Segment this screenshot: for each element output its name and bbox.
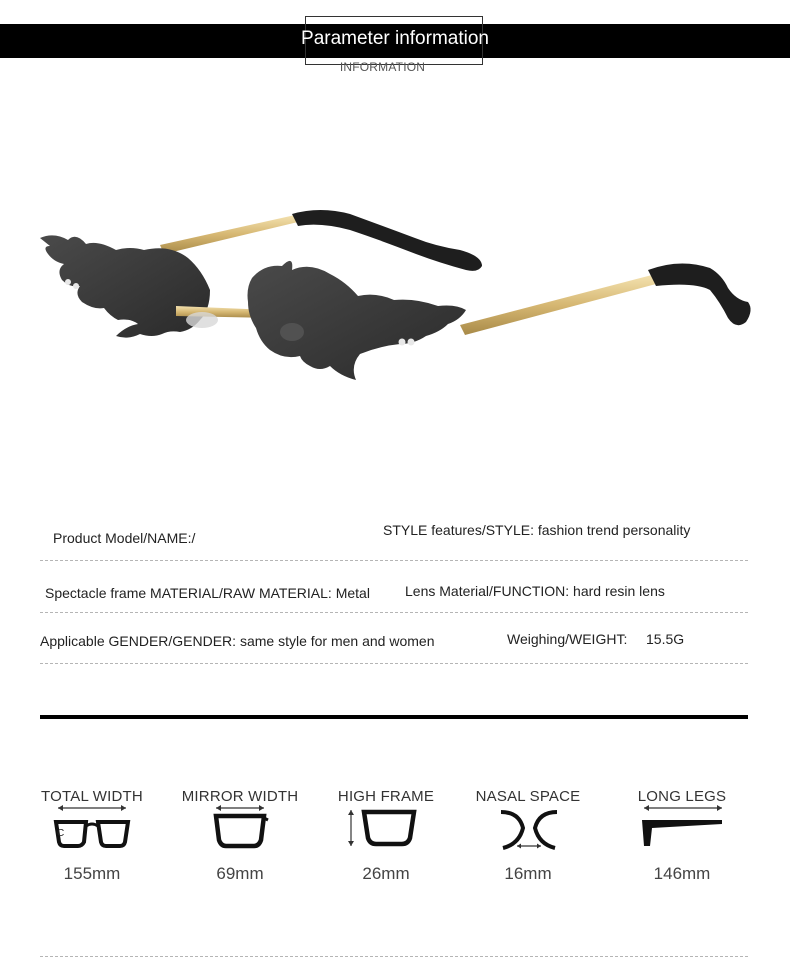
- spec-product-model: Product Model/NAME:/: [53, 530, 196, 546]
- right-lens-screw: [408, 339, 415, 346]
- spec-divider: [40, 612, 748, 613]
- nasal-space-icon: [497, 800, 561, 852]
- bottom-divider: [40, 956, 748, 957]
- dimension-label-high-frame: HIGH FRAME: [337, 788, 435, 805]
- left-flame-lens: [40, 235, 210, 337]
- back-temple-tip: [292, 210, 482, 271]
- right-lens-screw: [399, 339, 406, 346]
- section-divider: [40, 715, 748, 719]
- dimension-value-mirror-width: 69mm: [216, 864, 264, 883]
- dimension-value-total-width: 155mm: [63, 864, 121, 883]
- spec-gender: Applicable GENDER/GENDER: same style for men and women: [40, 633, 435, 649]
- corner-mark: C: [57, 828, 65, 839]
- dimension-label-long-legs: LONG LEGS: [637, 788, 727, 805]
- spec-divider: [40, 663, 748, 664]
- total-width-icon: [50, 800, 134, 852]
- page-title: Parameter information: [301, 28, 489, 49]
- left-lens-screw: [73, 283, 79, 289]
- nose-pad: [186, 312, 218, 328]
- spec-lens-material: Lens Material/FUNCTION: hard resin lens: [405, 583, 665, 599]
- front-temple-tip: [648, 263, 751, 325]
- dimension-value-nasal-space: 16mm: [504, 864, 552, 883]
- spec-style: STYLE features/STYLE: fashion trend personality: [383, 522, 691, 538]
- right-lens-reflection: [280, 323, 304, 341]
- spec-weight-label: Weighing/WEIGHT:: [507, 631, 628, 647]
- spec-frame-material: Spectacle frame MATERIAL/RAW MATERIAL: Metal: [45, 585, 370, 601]
- dimension-label-total-width: TOTAL WIDTH: [41, 788, 143, 805]
- page-subtitle: INFORMATION: [339, 60, 426, 74]
- spec-divider: [40, 560, 748, 561]
- mirror-width-icon: [208, 800, 272, 852]
- back-temple-arm: [160, 215, 298, 254]
- spec-weight-value: 15.5G: [646, 631, 685, 647]
- dimension-value-long-legs: 146mm: [653, 864, 711, 883]
- long-legs-icon: [638, 800, 728, 852]
- left-lens-screw: [65, 279, 71, 285]
- front-temple-arm: [460, 275, 656, 335]
- dimension-label-mirror-width: MIRROR WIDTH: [181, 788, 299, 805]
- dimension-label-nasal-space: NASAL SPACE: [475, 788, 581, 805]
- high-frame-icon: [342, 800, 422, 852]
- dimension-value-high-frame: 26mm: [362, 864, 410, 883]
- product-image-sunglasses: [20, 170, 760, 400]
- right-flame-lens: [248, 261, 467, 380]
